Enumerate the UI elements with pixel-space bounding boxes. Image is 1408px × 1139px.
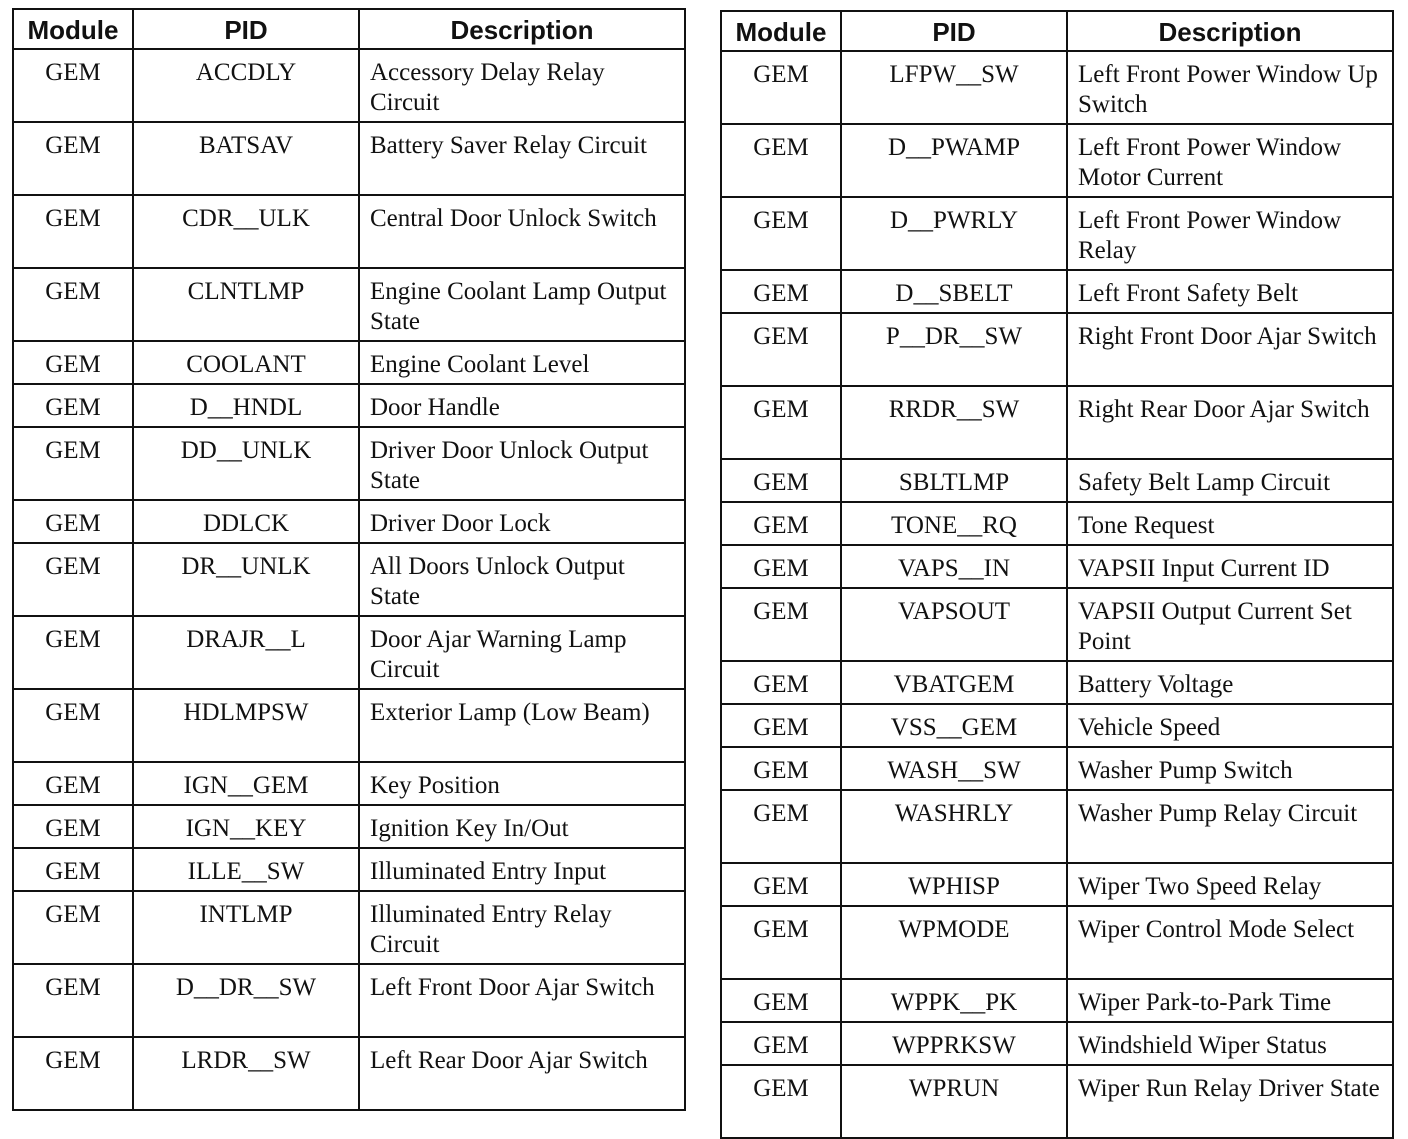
- cell-module: GEM: [13, 543, 133, 616]
- cell-module: GEM: [13, 500, 133, 543]
- table-row: [721, 906, 1393, 979]
- cell-pid: P__DR__SW: [841, 313, 1067, 386]
- cell-pid: WASH__SW: [841, 747, 1067, 790]
- cell-module: GEM: [721, 313, 841, 386]
- cell-pid: LRDR__SW: [133, 1037, 359, 1110]
- table-row: [13, 848, 685, 891]
- cell-description: VAPSII Output Current Set Point: [1067, 588, 1393, 661]
- cell-pid: RRDR__SW: [841, 386, 1067, 459]
- table-row: [721, 979, 1393, 1022]
- table-row: [13, 689, 685, 762]
- table-row: [721, 588, 1393, 661]
- cell-pid: IGN__KEY: [133, 805, 359, 848]
- cell-description: Left Front Power Window Up Switch: [1067, 51, 1393, 124]
- table-row: [721, 270, 1393, 313]
- cell-description: Exterior Lamp (Low Beam): [359, 689, 685, 762]
- cell-pid: WPPRKSW: [841, 1022, 1067, 1065]
- pid-table-left: [12, 8, 686, 1111]
- cell-pid: CLNTLMP: [133, 268, 359, 341]
- cell-module: GEM: [721, 51, 841, 124]
- header-row: [13, 9, 685, 49]
- cell-module: GEM: [721, 863, 841, 906]
- cell-description: Tone Request: [1067, 502, 1393, 545]
- cell-pid: D__HNDL: [133, 384, 359, 427]
- column-header-module: Module: [721, 11, 841, 51]
- cell-pid: DDLCK: [133, 500, 359, 543]
- cell-pid: HDLMPSW: [133, 689, 359, 762]
- cell-module: GEM: [721, 386, 841, 459]
- table-row: [721, 1065, 1393, 1138]
- cell-module: GEM: [13, 616, 133, 689]
- table-row: [13, 195, 685, 268]
- cell-pid: DD__UNLK: [133, 427, 359, 500]
- cell-description: Key Position: [359, 762, 685, 805]
- cell-pid: TONE__RQ: [841, 502, 1067, 545]
- table-row: [13, 762, 685, 805]
- cell-pid: CDR__ULK: [133, 195, 359, 268]
- table-row: [721, 197, 1393, 270]
- table-row: [13, 964, 685, 1037]
- cell-module: GEM: [721, 747, 841, 790]
- cell-description: Wiper Two Speed Relay: [1067, 863, 1393, 906]
- cell-module: GEM: [721, 790, 841, 863]
- cell-pid: DRAJR__L: [133, 616, 359, 689]
- cell-module: GEM: [721, 661, 841, 704]
- cell-module: GEM: [721, 124, 841, 197]
- cell-module: GEM: [13, 384, 133, 427]
- cell-module: GEM: [721, 588, 841, 661]
- cell-module: GEM: [13, 1037, 133, 1110]
- cell-description: Driver Door Unlock Output State: [359, 427, 685, 500]
- cell-pid: VSS__GEM: [841, 704, 1067, 747]
- header-row: [721, 11, 1393, 51]
- column-header-pid: PID: [133, 9, 359, 49]
- cell-description: Door Handle: [359, 384, 685, 427]
- cell-pid: D__PWAMP: [841, 124, 1067, 197]
- table-row: [721, 1022, 1393, 1065]
- table-row: [13, 427, 685, 500]
- cell-pid: D__DR__SW: [133, 964, 359, 1037]
- table-row: [721, 386, 1393, 459]
- cell-description: VAPSII Input Current ID: [1067, 545, 1393, 588]
- cell-module: GEM: [721, 979, 841, 1022]
- cell-module: GEM: [721, 1065, 841, 1138]
- cell-pid: IGN__GEM: [133, 762, 359, 805]
- table-row: [13, 891, 685, 964]
- cell-pid: ILLE__SW: [133, 848, 359, 891]
- table-row: [13, 122, 685, 195]
- table-row: [721, 704, 1393, 747]
- cell-module: GEM: [721, 704, 841, 747]
- cell-module: GEM: [13, 762, 133, 805]
- cell-module: GEM: [13, 49, 133, 122]
- cell-description: Illuminated Entry Input: [359, 848, 685, 891]
- table-row: [721, 790, 1393, 863]
- cell-pid: ACCDLY: [133, 49, 359, 122]
- cell-pid: D__PWRLY: [841, 197, 1067, 270]
- cell-description: Safety Belt Lamp Circuit: [1067, 459, 1393, 502]
- cell-pid: D__SBELT: [841, 270, 1067, 313]
- cell-module: GEM: [721, 545, 841, 588]
- cell-pid: LFPW__SW: [841, 51, 1067, 124]
- cell-module: GEM: [721, 197, 841, 270]
- table-row: [13, 1037, 685, 1110]
- cell-module: GEM: [13, 805, 133, 848]
- cell-module: GEM: [13, 268, 133, 341]
- cell-module: GEM: [721, 459, 841, 502]
- cell-pid: COOLANT: [133, 341, 359, 384]
- cell-pid: WPMODE: [841, 906, 1067, 979]
- cell-pid: DR__UNLK: [133, 543, 359, 616]
- table-row: [13, 805, 685, 848]
- cell-module: GEM: [13, 341, 133, 384]
- table-row: [13, 616, 685, 689]
- cell-description: Left Front Power Window Motor Current: [1067, 124, 1393, 197]
- column-header-pid: PID: [841, 11, 1067, 51]
- cell-description: Door Ajar Warning Lamp Circuit: [359, 616, 685, 689]
- cell-description: Driver Door Lock: [359, 500, 685, 543]
- cell-description: Washer Pump Switch: [1067, 747, 1393, 790]
- cell-module: GEM: [721, 906, 841, 979]
- cell-description: Central Door Unlock Switch: [359, 195, 685, 268]
- table-row: [13, 543, 685, 616]
- cell-module: GEM: [721, 1022, 841, 1065]
- cell-description: Right Rear Door Ajar Switch: [1067, 386, 1393, 459]
- cell-pid: VBATGEM: [841, 661, 1067, 704]
- cell-pid: WPPK__PK: [841, 979, 1067, 1022]
- column-header-description: Description: [1067, 11, 1393, 51]
- cell-description: Left Rear Door Ajar Switch: [359, 1037, 685, 1110]
- cell-description: Battery Saver Relay Circuit: [359, 122, 685, 195]
- cell-module: GEM: [721, 270, 841, 313]
- table-row: [721, 124, 1393, 197]
- cell-description: Battery Voltage: [1067, 661, 1393, 704]
- cell-description: Left Front Safety Belt: [1067, 270, 1393, 313]
- cell-description: Vehicle Speed: [1067, 704, 1393, 747]
- cell-pid: WPHISP: [841, 863, 1067, 906]
- table-row: [721, 661, 1393, 704]
- cell-pid: WASHRLY: [841, 790, 1067, 863]
- cell-module: GEM: [13, 195, 133, 268]
- cell-description: Ignition Key In/Out: [359, 805, 685, 848]
- table-row: [13, 341, 685, 384]
- column-header-module: Module: [13, 9, 133, 49]
- table-row: [721, 747, 1393, 790]
- cell-pid: VAPSOUT: [841, 588, 1067, 661]
- cell-pid: VAPS__IN: [841, 545, 1067, 588]
- cell-pid: WPRUN: [841, 1065, 1067, 1138]
- cell-module: GEM: [13, 689, 133, 762]
- table-row: [13, 49, 685, 122]
- cell-pid: BATSAV: [133, 122, 359, 195]
- cell-description: Left Front Power Window Relay: [1067, 197, 1393, 270]
- table-row: [721, 545, 1393, 588]
- cell-module: GEM: [721, 502, 841, 545]
- table-row: [721, 863, 1393, 906]
- cell-pid: INTLMP: [133, 891, 359, 964]
- cell-module: GEM: [13, 891, 133, 964]
- pid-table-right: [720, 10, 1394, 1139]
- column-header-description: Description: [359, 9, 685, 49]
- cell-module: GEM: [13, 427, 133, 500]
- table-row: [721, 313, 1393, 386]
- cell-description: Right Front Door Ajar Switch: [1067, 313, 1393, 386]
- table-row: [13, 500, 685, 543]
- cell-description: Washer Pump Relay Circuit: [1067, 790, 1393, 863]
- cell-description: Illuminated Entry Relay Circuit: [359, 891, 685, 964]
- cell-description: Wiper Run Relay Driver State: [1067, 1065, 1393, 1138]
- table-row: [13, 268, 685, 341]
- cell-pid: SBLTLMP: [841, 459, 1067, 502]
- cell-description: Wiper Park-to-Park Time: [1067, 979, 1393, 1022]
- cell-module: GEM: [13, 848, 133, 891]
- cell-description: Left Front Door Ajar Switch: [359, 964, 685, 1037]
- cell-module: GEM: [13, 964, 133, 1037]
- cell-description: Windshield Wiper Status: [1067, 1022, 1393, 1065]
- table-row: [721, 502, 1393, 545]
- cell-module: GEM: [13, 122, 133, 195]
- cell-description: Wiper Control Mode Select: [1067, 906, 1393, 979]
- table-row: [721, 51, 1393, 124]
- cell-description: Engine Coolant Level: [359, 341, 685, 384]
- table-row: [721, 459, 1393, 502]
- cell-description: Accessory Delay Relay Circuit: [359, 49, 685, 122]
- cell-description: Engine Coolant Lamp Output State: [359, 268, 685, 341]
- table-row: [13, 384, 685, 427]
- cell-description: All Doors Unlock Output State: [359, 543, 685, 616]
